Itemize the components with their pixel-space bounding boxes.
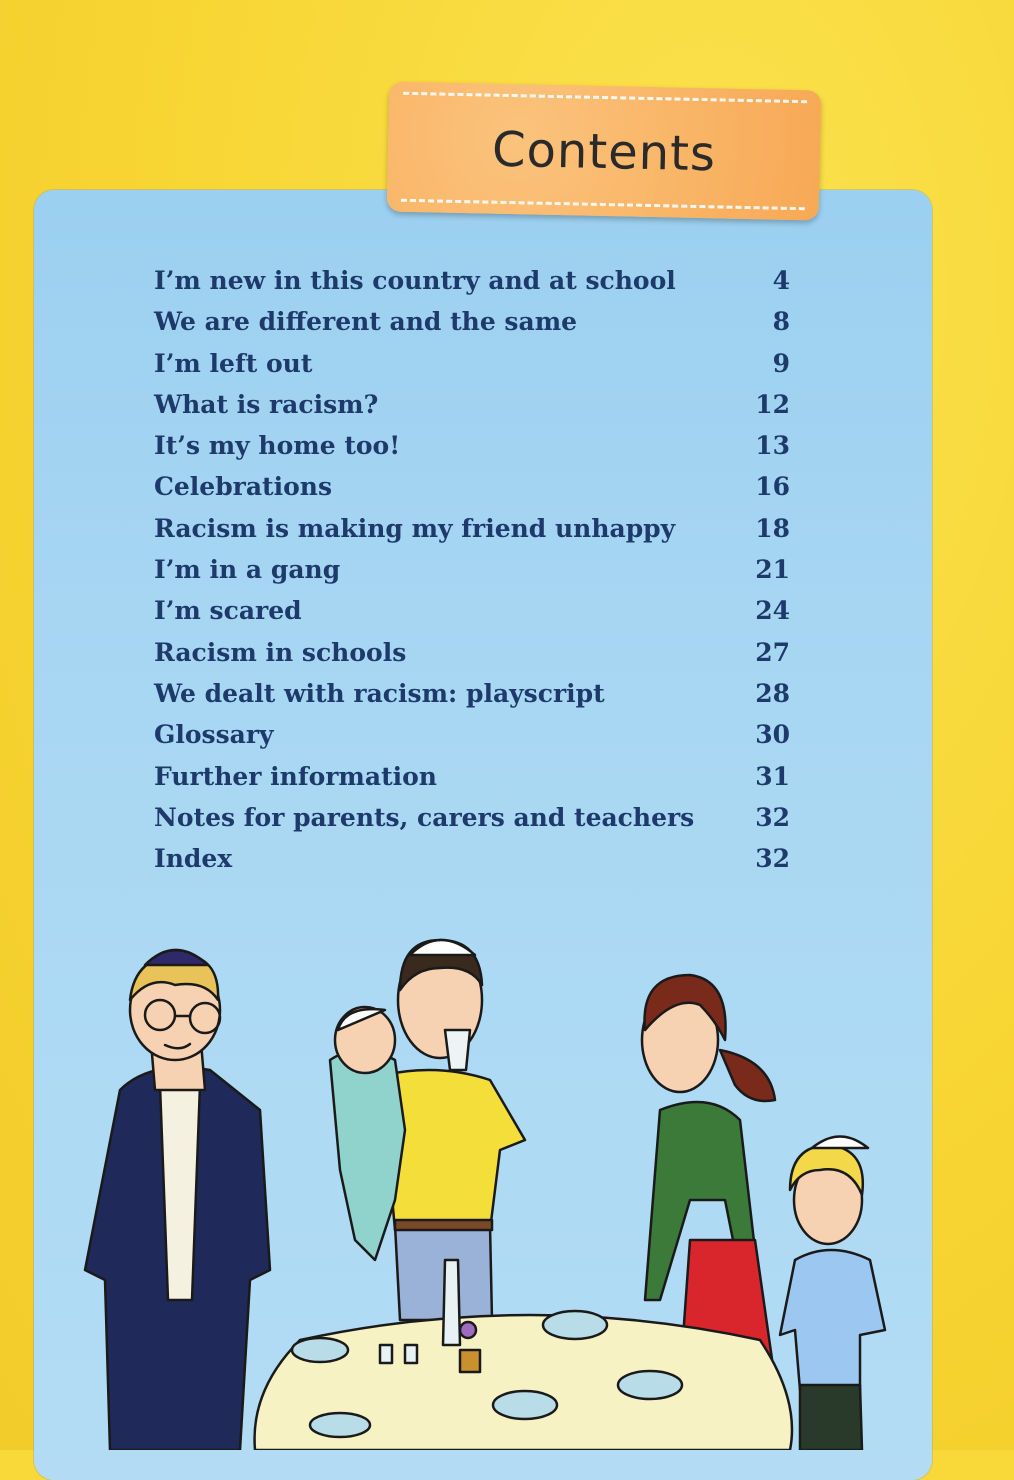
toc-entry-page: 8 xyxy=(772,307,790,337)
toc-entry-label: I’m scared xyxy=(154,596,302,626)
toc-entry-page: 27 xyxy=(755,637,790,667)
toc-entry-label: Celebrations xyxy=(154,472,333,502)
toc-entry-page: 21 xyxy=(755,555,790,585)
man-with-glasses-figure xyxy=(85,950,270,1450)
toc-entry-label: Racism is making my friend unhappy xyxy=(154,513,676,543)
toc-entry-label: Notes for parents, carers and teachers xyxy=(154,802,695,832)
toc-entry-label: I’m left out xyxy=(154,348,313,378)
toc-entry-label: Glossary xyxy=(154,720,274,750)
toc-entry-label: It’s my home too! xyxy=(154,431,401,461)
toc-entry-page: 28 xyxy=(755,678,790,708)
father-holding-baby-figure xyxy=(330,940,525,1320)
toc-entry-page: 12 xyxy=(755,389,790,419)
toc-entry-page: 9 xyxy=(772,348,790,378)
toc-entry-label: Further information xyxy=(154,761,437,791)
toc-entry-label: We dealt with racism: playscript xyxy=(154,678,605,708)
toc-entry-page: 32 xyxy=(755,802,790,832)
toc-entry-page: 4 xyxy=(772,266,790,295)
toc-entry-page: 16 xyxy=(755,472,790,502)
woman-figure xyxy=(642,975,775,1380)
boy-figure xyxy=(780,1137,885,1451)
toc-entry-page: 24 xyxy=(755,596,790,626)
toc-entry-label: What is racism? xyxy=(154,389,379,419)
toc-entry-label: Index xyxy=(154,844,233,874)
toc-entry-page: 30 xyxy=(755,720,790,750)
toc-entry-label: We are different and the same xyxy=(154,307,578,337)
toc-entry-label: I’m new in this country and at school xyxy=(154,266,676,295)
toc-entry-label: Racism in schools xyxy=(154,637,407,667)
toc-entry-page: 32 xyxy=(755,844,790,874)
toc-entry-label: I’m in a gang xyxy=(154,555,341,585)
toc-entry-page: 31 xyxy=(755,761,790,791)
page-title: Contents xyxy=(491,121,717,183)
toc-entry-page: 18 xyxy=(755,513,790,543)
toc-entry-page: 13 xyxy=(755,431,790,461)
